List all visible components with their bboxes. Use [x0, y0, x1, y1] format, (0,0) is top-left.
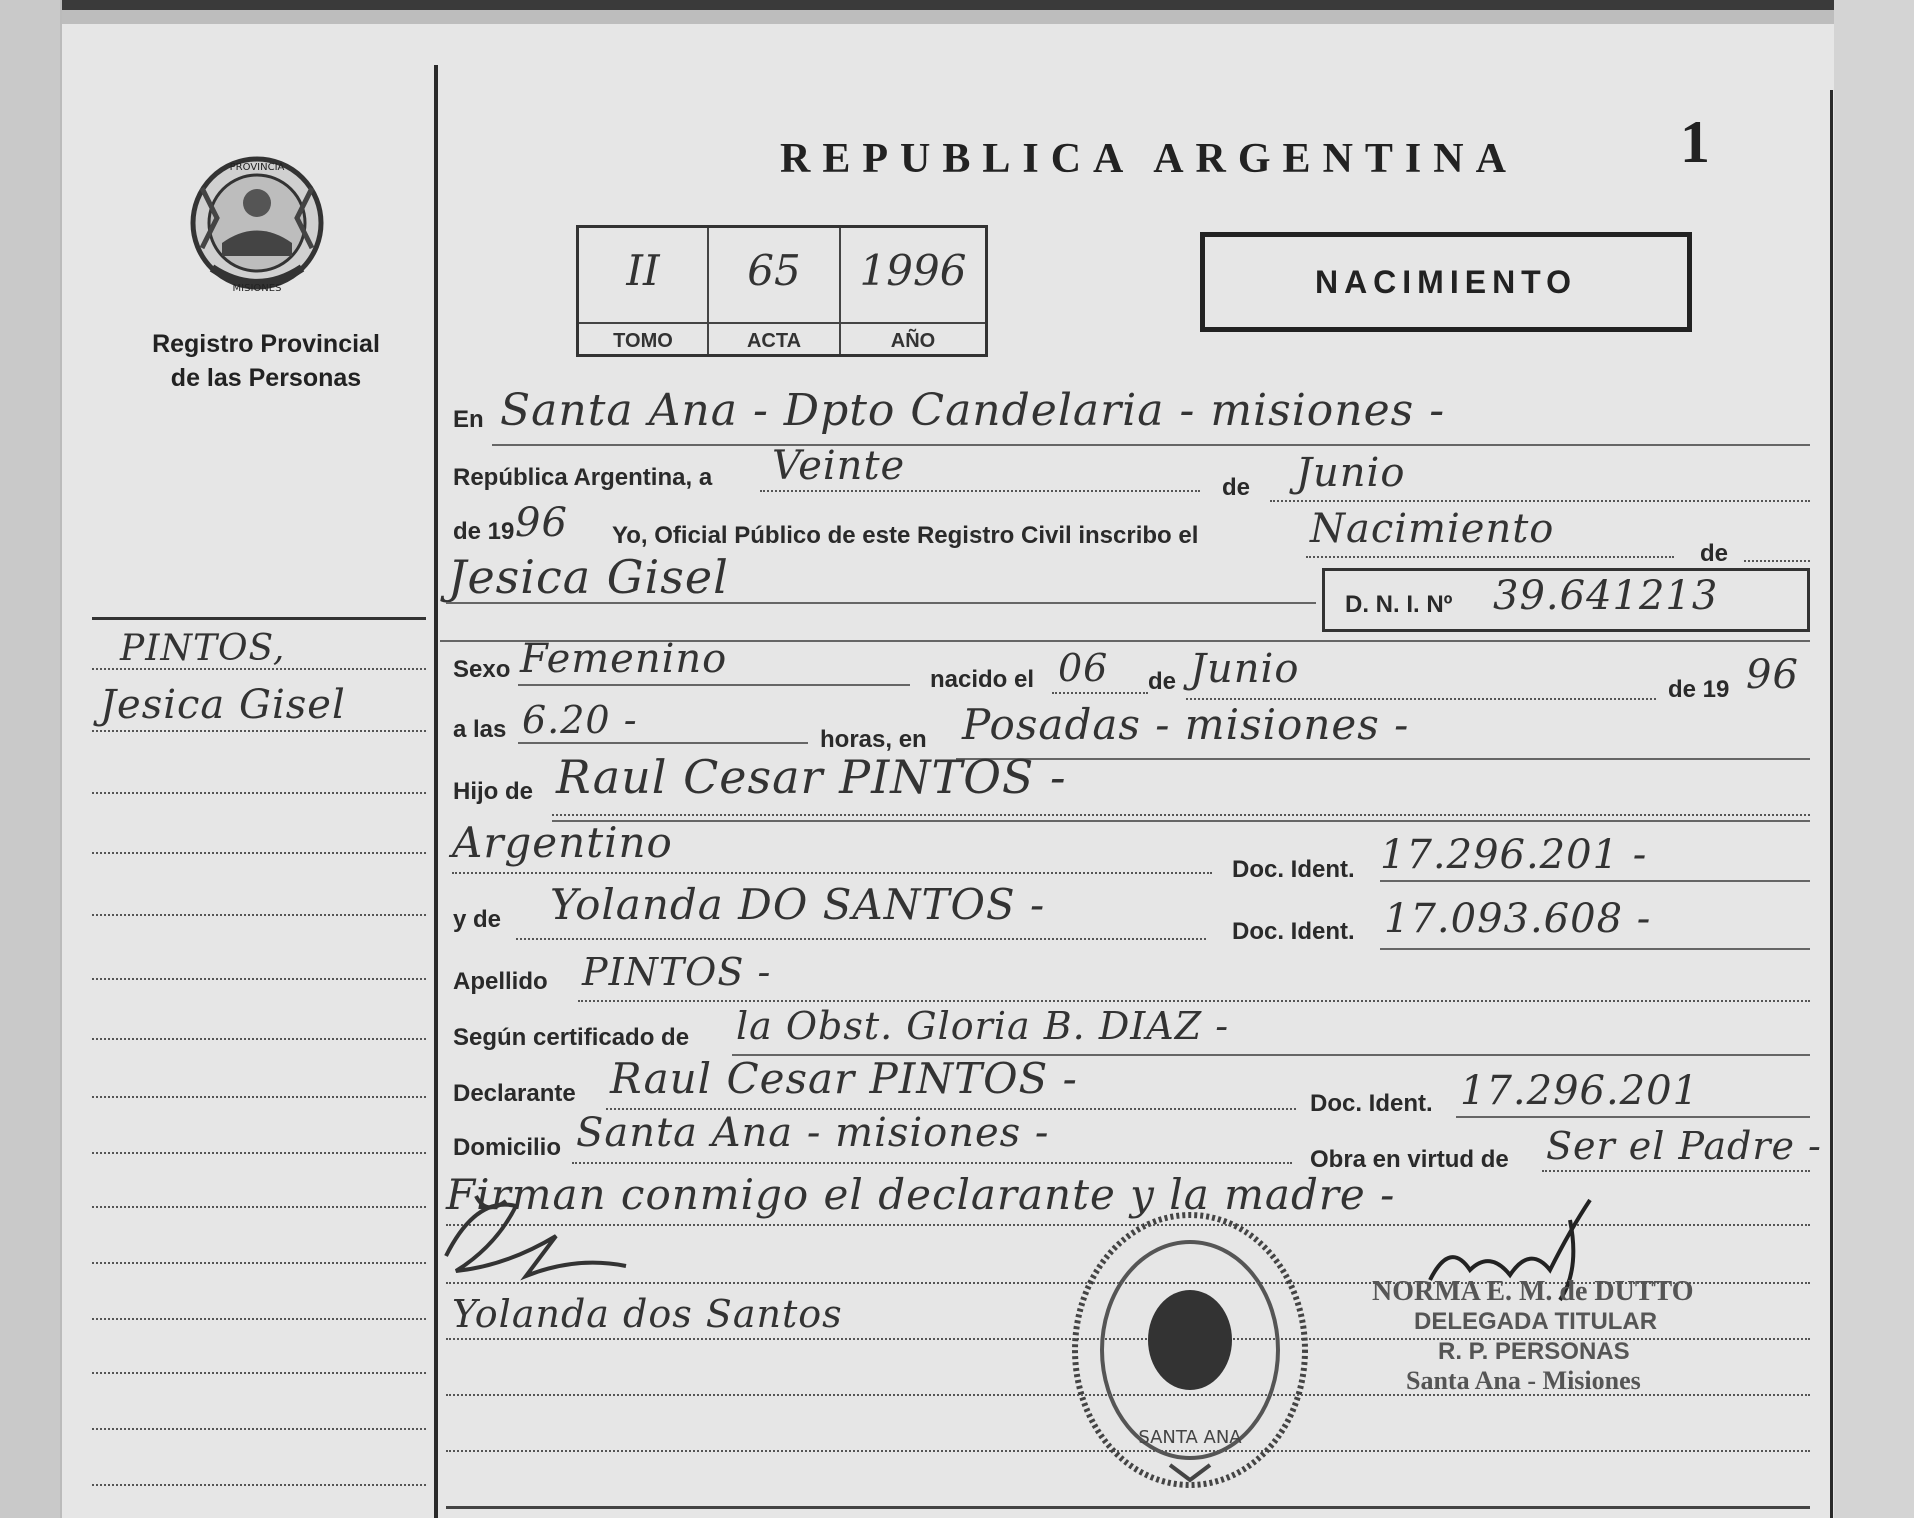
obra-label: Obra en virtud de — [1310, 1146, 1509, 1173]
declarante-doc: 17.296.201 — [1460, 1068, 1700, 1114]
declarante-doc-line — [1456, 1116, 1810, 1118]
mother-line — [516, 938, 1206, 940]
sexo-line — [518, 684, 910, 686]
margin-line — [92, 978, 426, 980]
record-type-box: NACIMIENTO — [1200, 232, 1692, 332]
tomo-cell — [579, 228, 709, 354]
sexo-label: Sexo — [453, 656, 511, 683]
declarante-label: Declarante — [453, 1080, 576, 1107]
margin-line — [92, 1262, 426, 1264]
registration-year: 96 — [515, 500, 568, 546]
birth-place: Posadas - misiones - — [962, 700, 1410, 749]
de-label-2: de — [1700, 540, 1729, 567]
nationality-line — [452, 872, 1212, 874]
declarante-value: Raul Cesar PINTOS - — [610, 1054, 1078, 1103]
birth-day-line — [1052, 692, 1148, 694]
act-line — [1306, 556, 1674, 558]
horas-label: horas, en — [820, 726, 927, 753]
father-line-solid — [552, 820, 1810, 822]
institution-name-line1: Registro Provincial — [152, 330, 380, 358]
scan-top-edge — [0, 0, 1914, 10]
margin-line — [92, 1096, 426, 1098]
seal-bottom-text: MISIONES — [232, 283, 282, 294]
official-name: NORMA E. M. de DUTTO — [1372, 1276, 1694, 1307]
father-nationality: Argentino — [452, 818, 673, 867]
domicilio-line — [572, 1162, 1292, 1164]
person-name: Jesica Gisel — [448, 550, 729, 604]
margin-line — [92, 730, 426, 732]
republica-label: República Argentina, a — [453, 464, 713, 491]
apellido-value: PINTOS - — [582, 950, 772, 994]
margin-line — [92, 792, 426, 794]
de-label-3: de — [1148, 668, 1177, 695]
father-doc-label: Doc. Ident. — [1232, 856, 1355, 883]
official-stamp-icon — [1060, 1205, 1320, 1495]
right-column-rule — [1830, 90, 1833, 1518]
margin-line — [92, 1318, 426, 1320]
acta-label: ACTA — [709, 322, 839, 353]
margin-line — [92, 1484, 426, 1486]
declarante-doc-label: Doc. Ident. — [1310, 1090, 1433, 1117]
year-prefix-label: de 19 — [453, 518, 515, 545]
anio-value: 1996 — [859, 246, 967, 295]
margin-line — [92, 852, 426, 854]
time-line — [518, 742, 808, 744]
obra-line — [1542, 1170, 1810, 1172]
certificado-label: Según certificado de — [453, 1024, 690, 1051]
margin-line — [92, 1372, 426, 1374]
hijo-label: Hijo de — [453, 778, 534, 805]
en-line — [492, 444, 1810, 446]
record-number-box — [576, 225, 988, 357]
acta-value: 65 — [747, 246, 801, 295]
dni-value: 39.641213 — [1493, 573, 1719, 619]
person-line — [446, 602, 1316, 604]
apellido-line — [578, 1000, 1810, 1002]
seal-top-text: PROVINCIA — [229, 162, 285, 173]
anio-cell — [841, 228, 985, 354]
de19-label: de 19 — [1668, 676, 1730, 703]
margin-surname: PINTOS, — [120, 628, 286, 669]
margin-line — [92, 1428, 426, 1430]
left-column-rule — [434, 65, 438, 1518]
firman-text: Firman conmigo el declarante y la madre - — [446, 1170, 1396, 1219]
official-role: DELEGADA TITULAR — [1414, 1308, 1658, 1335]
margin-line — [92, 1206, 426, 1208]
domicilio-label: Domicilio — [453, 1134, 562, 1161]
birth-month: Junio — [1190, 646, 1300, 692]
mother-doc: 17.093.608 - — [1384, 896, 1652, 942]
en-value: Santa Ana - Dpto Candelaria - misiones - — [500, 385, 1446, 436]
declarant-signature-icon — [436, 1176, 656, 1286]
dni-box — [1322, 568, 1810, 632]
act-value: Nacimiento — [1310, 506, 1555, 552]
page-left-margin — [0, 0, 62, 1518]
document-title: REPUBLICA ARGENTINA — [780, 136, 1518, 182]
sexo-value: Femenino — [520, 636, 728, 682]
province-seal-icon — [182, 148, 332, 298]
left-margin-top-rule — [92, 617, 426, 620]
apellido-label: Apellido — [453, 968, 548, 995]
birth-time: 6.20 - — [522, 698, 638, 742]
domicilio-value: Santa Ana - misiones - — [576, 1110, 1050, 1156]
place-line — [956, 758, 1810, 760]
father-doc: 17.296.201 - — [1380, 832, 1648, 878]
nacido-label: nacido el — [930, 666, 1035, 693]
stamp-text: SANTA ANA — [1138, 1427, 1242, 1448]
margin-line — [92, 1152, 426, 1154]
page-number: 1 — [1680, 109, 1710, 175]
birth-day: 06 — [1058, 646, 1109, 690]
oficial-text: Yo, Oficial Público de este Registro Civil inscribo el — [612, 522, 1199, 549]
margin-given-name: Jesica Gisel — [100, 682, 346, 728]
birth-year: 96 — [1746, 652, 1799, 698]
mother-signature: Yolanda dos Santos — [452, 1292, 843, 1336]
page-right-margin — [1834, 0, 1914, 1518]
scan-top-shadow — [0, 10, 1914, 24]
signature-line-5 — [446, 1506, 1810, 1509]
day-value: Veinte — [772, 443, 906, 489]
margin-line — [92, 1038, 426, 1040]
de-label: de — [1222, 474, 1251, 501]
mother-doc-line — [1380, 948, 1810, 950]
institution-name-line2: de las Personas — [170, 364, 362, 392]
father-name: Raul Cesar PINTOS - — [556, 750, 1067, 804]
mother-doc-label: Doc. Ident. — [1232, 918, 1355, 945]
official-office: R. P. PERSONAS — [1438, 1338, 1630, 1365]
mother-name: Yolanda DO SANTOS - — [550, 880, 1046, 929]
day-line — [760, 490, 1200, 492]
dni-label: D. N. I. Nº — [1345, 591, 1453, 618]
month-value: Junio — [1296, 450, 1406, 496]
tomo-label: TOMO — [579, 322, 707, 353]
de-line-2 — [1744, 560, 1810, 562]
father-line — [552, 814, 1810, 816]
official-location: Santa Ana - Misiones — [1406, 1366, 1641, 1395]
certificado-value: la Obst. Gloria B. DIAZ - — [736, 1004, 1230, 1048]
margin-line — [92, 914, 426, 916]
yde-label: y de — [453, 906, 502, 933]
margin-line — [92, 668, 426, 670]
en-label: En — [453, 406, 484, 433]
acta-cell — [709, 228, 841, 354]
father-doc-line — [1380, 880, 1810, 882]
anio-label: AÑO — [841, 322, 985, 353]
alas-label: a las — [453, 716, 507, 743]
month-line — [1270, 500, 1810, 502]
obra-value: Ser el Padre - — [1546, 1124, 1822, 1168]
tomo-value: II — [626, 246, 660, 295]
